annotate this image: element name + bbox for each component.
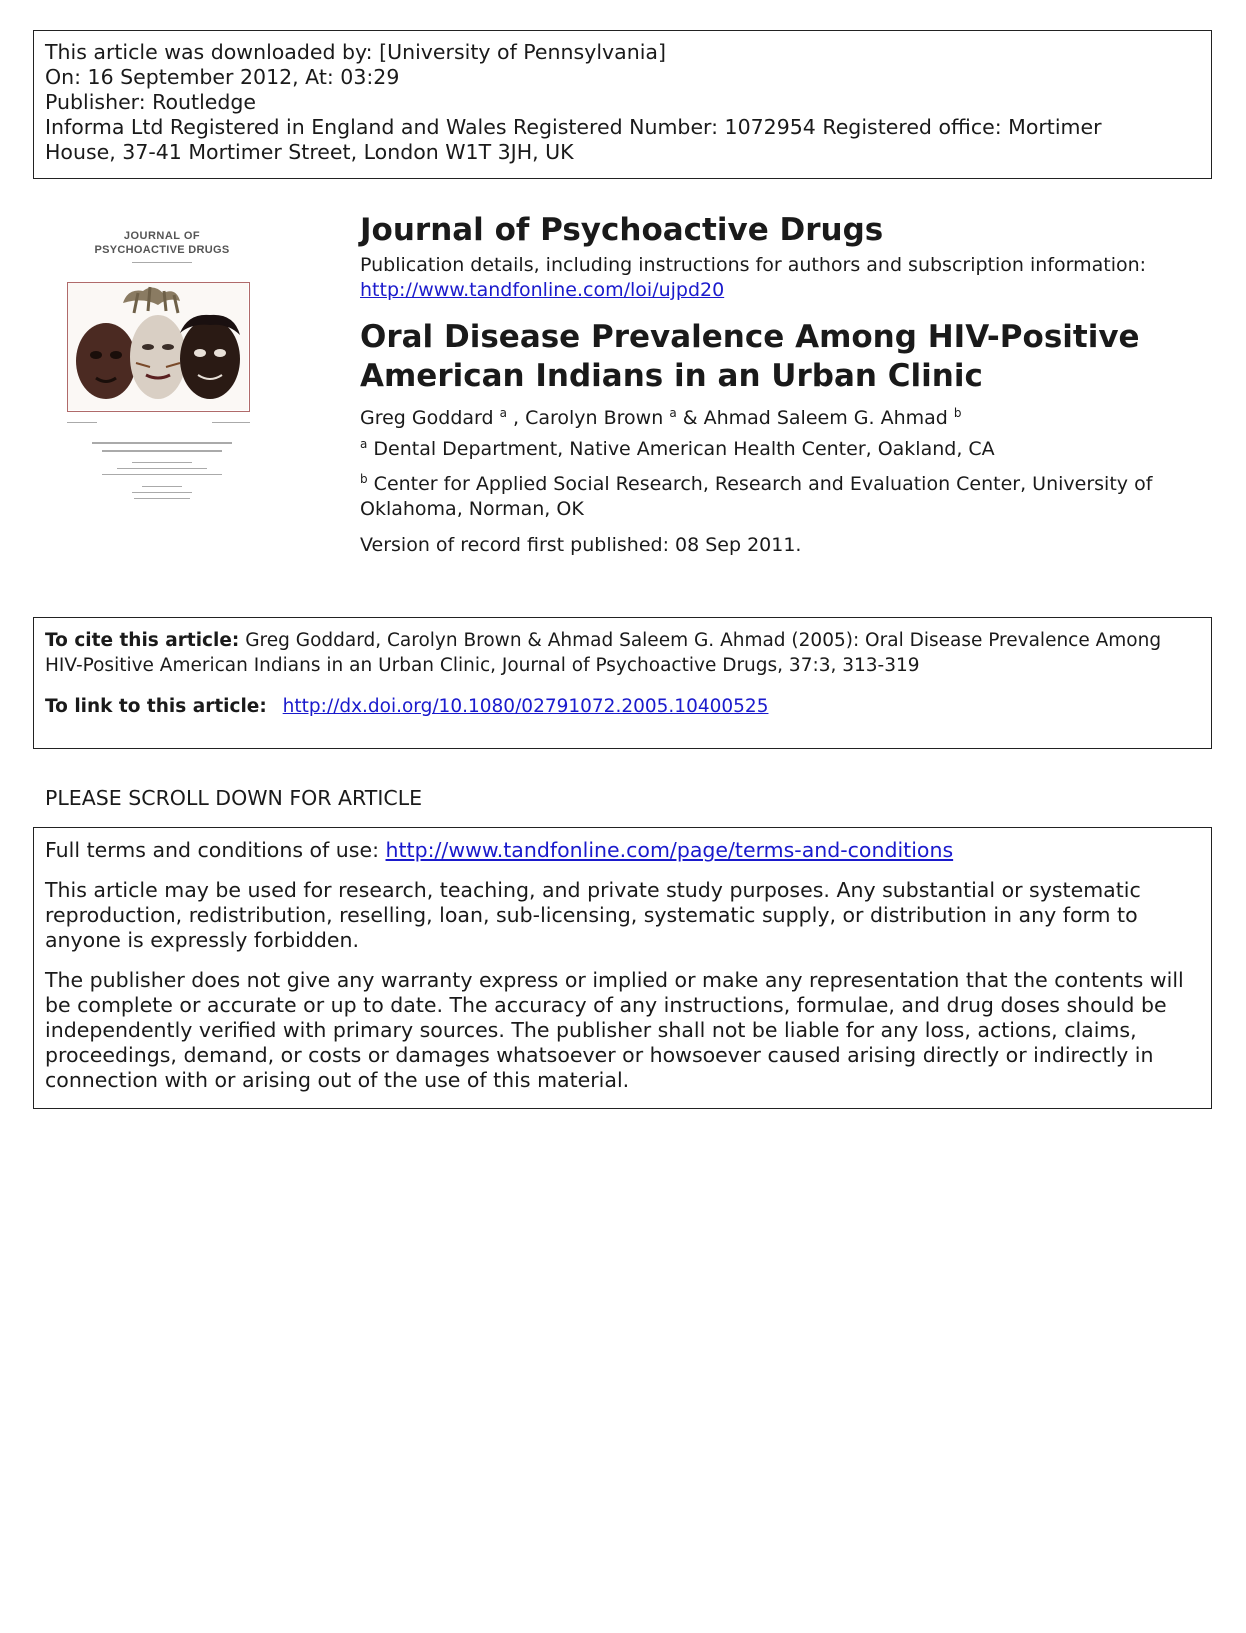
article-doi-link[interactable]: http://dx.doi.org/10.1080/02791072.2005.10400525: [282, 696, 769, 717]
affiliation-a: [360, 437, 995, 460]
publication-details: Publication details, including instructions for authors and subscription information:: [360, 254, 1147, 276]
version-of-record: Version of record first published: 08 Sep 2011.: [360, 534, 802, 556]
affiliation-marker: b: [360, 472, 368, 486]
article-title: Oral Disease Prevalence Among HIV-Positive American Indians in an Urban Clinic: [360, 319, 1140, 394]
download-line-publisher: Publisher: Routledge: [45, 90, 257, 114]
download-line-address: House, 37-41 Mortimer Street, London W1T 3JH, UK: [45, 140, 574, 164]
terms-box: [33, 827, 1212, 1109]
citation-label: To cite this article:: [45, 630, 240, 651]
author-affiliation-marker: a: [669, 406, 677, 420]
journal-title: Journal of Psychoactive Drugs: [360, 212, 884, 248]
download-line-registration: Informa Ltd Registered in England and Wales Registered Number: 1072954 Registered office: Mortimer: [45, 115, 1102, 139]
cover-masks-illustration: [68, 283, 248, 410]
article-link-label: To link to this article:: [45, 696, 267, 717]
cover-artwork-frame: [67, 282, 250, 412]
terms-link[interactable]: http://www.tandfonline.com/page/terms-and-conditions: [385, 838, 954, 862]
terms-link-row: [45, 838, 1200, 863]
journal-cover-image: [62, 220, 262, 508]
terms-label: Full terms and conditions of use:: [45, 838, 379, 862]
article-link-row: [45, 694, 1200, 719]
scroll-notice: PLEASE SCROLL DOWN FOR ARTICLE: [45, 786, 423, 810]
author-name: & Ahmad Saleem G. Ahmad: [676, 407, 948, 429]
cover-title-line2: PSYCHOACTIVE DRUGS: [94, 244, 230, 256]
citation-box: [33, 617, 1212, 749]
download-line-date: On: 16 September 2012, At: 03:29: [45, 65, 400, 89]
citation-body: Greg Goddard, Carolyn Brown & Ahmad Saleem G. Ahmad (2005): Oral Disease Prevalence Among HIV-Positive American Indians in an Urban Clinic, Journal of Psychoactive Drugs, 37:3, 313-319: [45, 630, 1162, 676]
cover-title-line1: JOURNAL OF: [123, 230, 201, 242]
citation-text: [45, 628, 1200, 678]
journal-url-link[interactable]: http://www.tandfonline.com/loi/ujpd20: [360, 279, 725, 301]
author-affiliation-marker: a: [499, 406, 507, 420]
terms-paragraph-warranty: The publisher does not give any warranty express or implied or make any representation that the contents will be complete or accurate or up to date. The accuracy of any instructions, formulae, and drug doses should be independently verified with primary sources. The publisher shall not be liable for any loss, actions, claims, proceedings, demand, or costs or damages whatsoever or howsoever caused arising directly or indirectly in connection with or arising out of the use of this material.: [45, 968, 1184, 1092]
affiliation-marker: a: [360, 437, 368, 451]
article-authors: [360, 406, 962, 429]
affiliation-text: Center for Applied Social Research, Research and Evaluation Center, University of Oklahoma, Norman, OK: [360, 473, 1153, 520]
download-line-university: This article was downloaded by: [University of Pennsylvania]: [45, 40, 666, 64]
download-info-box: [33, 30, 1212, 179]
affiliation-b: [360, 467, 1200, 522]
affiliation-text: Dental Department, Native American Health Center, Oakland, CA: [373, 438, 995, 460]
terms-paragraph-usage: This article may be used for research, teaching, and private study purposes. Any substantial or systematic reproduction, redistribution, reselling, loan, sub-licensing, systematic supply, or distribution in any form to anyone is expressly forbidden.: [45, 878, 1141, 952]
author-name: , Carolyn Brown: [506, 407, 664, 429]
author-name: Greg Goddard: [360, 407, 494, 429]
author-affiliation-marker: b: [953, 406, 962, 420]
